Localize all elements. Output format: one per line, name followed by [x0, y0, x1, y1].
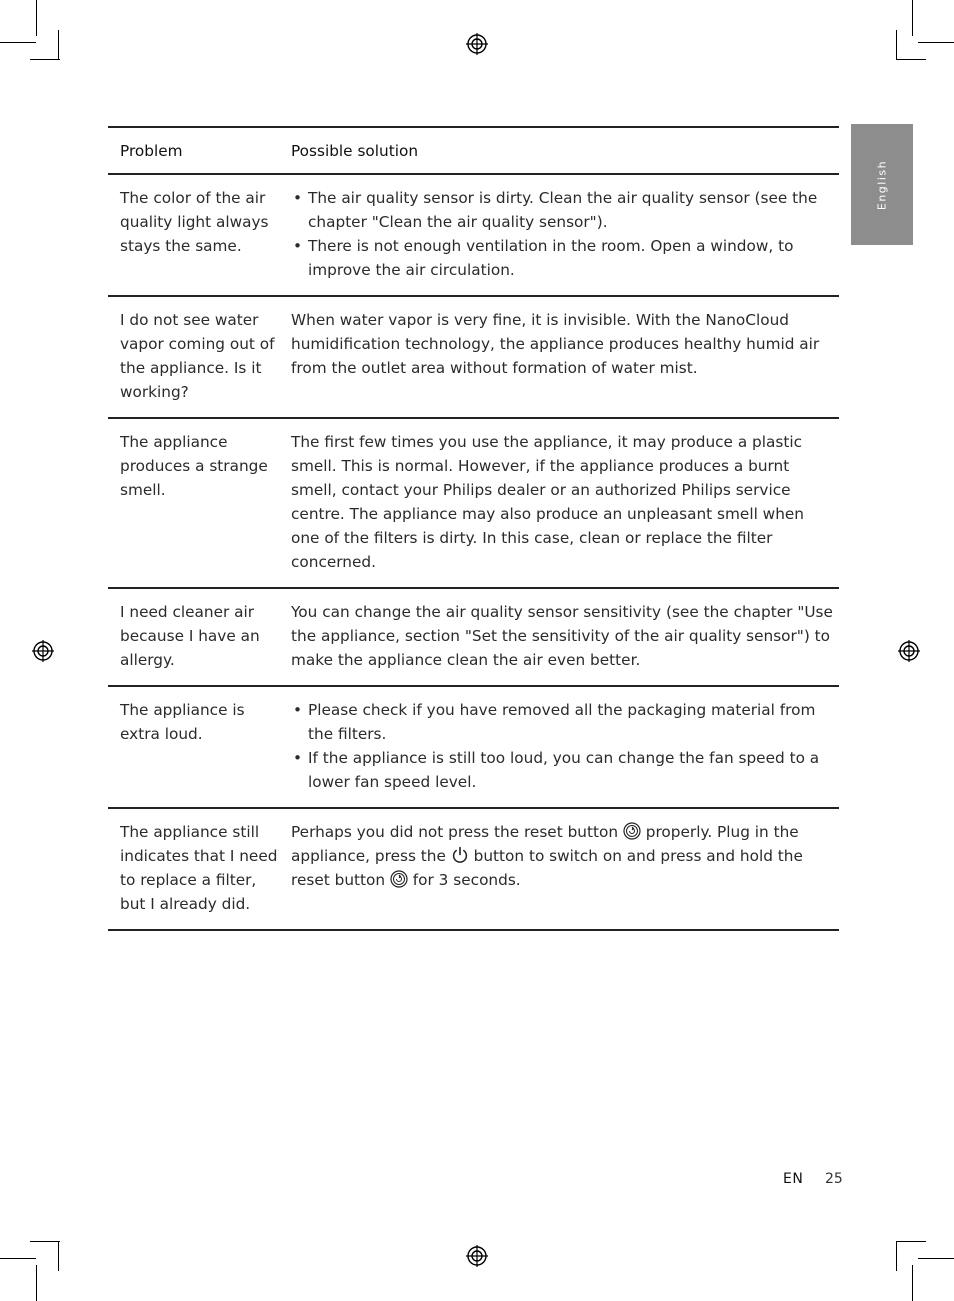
- footer-language: EN: [783, 1171, 804, 1187]
- crop-mark: [0, 1258, 36, 1259]
- page-number: 25: [825, 1171, 843, 1187]
- power-icon: [451, 846, 469, 864]
- crop-mark: [896, 1241, 926, 1242]
- problem-cell: The appliance still indicates that I need to replace a filter, but I already did.: [108, 808, 291, 930]
- table-row: [108, 296, 839, 418]
- solution-text: properly. Plug in the appliance, press the: [291, 823, 799, 865]
- crop-mark: [58, 1241, 59, 1271]
- crop-mark: [36, 1265, 37, 1301]
- crop-mark: [918, 1258, 954, 1259]
- solution-cell: [291, 174, 839, 296]
- crop-mark: [36, 0, 37, 36]
- registration-mark-icon: [466, 1245, 488, 1267]
- problem-cell: The color of the air quality light always stays the same.: [108, 174, 291, 296]
- table-row: [108, 174, 839, 296]
- table-header-row: [108, 127, 839, 174]
- problem-cell: The appliance is extra loud.: [108, 686, 291, 808]
- solution-list: [291, 186, 835, 282]
- crop-mark: [0, 42, 36, 43]
- crop-mark: [896, 1241, 897, 1271]
- troubleshooting-table: [108, 126, 839, 931]
- solution-bullet: • The air quality sensor is dirty. Clean the air quality sensor (see the chapter "Clean the air quality sensor").: [291, 186, 835, 234]
- crop-mark: [58, 30, 59, 60]
- table-row: [108, 808, 839, 930]
- table-row: [108, 588, 839, 686]
- solution-cell: You can change the air quality sensor sensitivity (see the chapter "Use the appliance, section "Set the sensitivity of the air quality sensor") to make the appliance clean the air even better.: [291, 588, 839, 686]
- crop-mark: [30, 59, 60, 60]
- reset-icon: [390, 870, 408, 888]
- crop-mark: [918, 42, 954, 43]
- registration-mark-icon: [898, 640, 920, 662]
- header-problem: Problem: [108, 127, 291, 174]
- solution-text: Perhaps you did not press the reset button: [291, 823, 623, 841]
- solution-text: button to switch on and press and hold the reset button: [291, 847, 803, 889]
- solution-cell: The first few times you use the appliance, it may produce a plastic smell. This is normal. However, if the appliance produces a burnt smell, contact your Philips dealer or an authorized Philips service centre. The appliance may also produce an unpleasant smell when one of the filters is dirty. In this case, clean or replace the filter concerned.: [291, 418, 839, 588]
- solution-text: for 3 seconds.: [407, 871, 521, 889]
- crop-mark: [912, 1265, 913, 1301]
- language-tab: [851, 124, 913, 245]
- reset-icon: [623, 822, 641, 840]
- solution-bullet: • Please check if you have removed all the packaging material from the filters.: [291, 698, 835, 746]
- registration-mark-icon: [466, 33, 488, 55]
- solution-cell: When water vapor is very fine, it is invisible. With the NanoCloud humidification technology, the appliance produces healthy humid air from the outlet area without formation of water mist.: [291, 296, 839, 418]
- header-solution: Possible solution: [291, 127, 839, 174]
- table-row: [108, 418, 839, 588]
- solution-bullet: • There is not enough ventilation in the room. Open a window, to improve the air circulation.: [291, 234, 835, 282]
- solution-cell: [291, 808, 839, 930]
- registration-mark-icon: [32, 640, 54, 662]
- crop-mark: [30, 1241, 60, 1242]
- solution-cell: [291, 686, 839, 808]
- crop-mark: [896, 59, 926, 60]
- problem-cell: I need cleaner air because I have an allergy.: [108, 588, 291, 686]
- table-row: [108, 686, 839, 808]
- language-tab-label: English: [875, 159, 889, 210]
- problem-cell: I do not see water vapor coming out of the appliance. Is it working?: [108, 296, 291, 418]
- crop-mark: [912, 0, 913, 36]
- solution-bullet: • If the appliance is still too loud, you can change the fan speed to a lower fan speed level.: [291, 746, 835, 794]
- crop-mark: [896, 30, 897, 60]
- solution-list: [291, 698, 835, 794]
- problem-cell: The appliance produces a strange smell.: [108, 418, 291, 588]
